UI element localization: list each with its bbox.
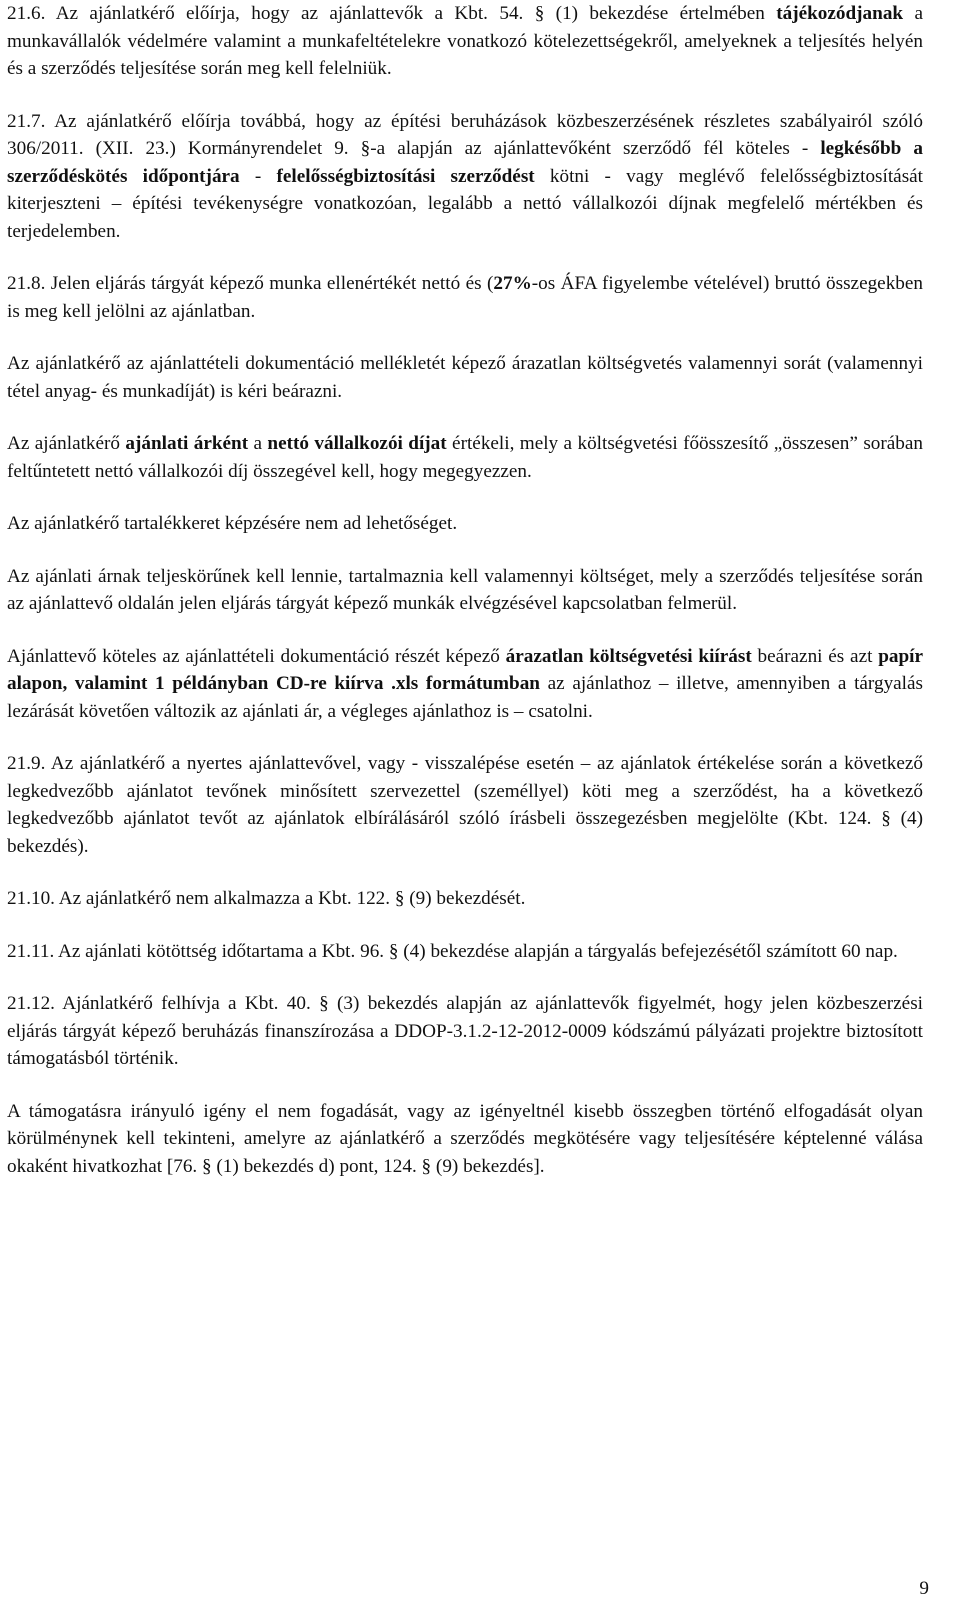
text-run: 21.9. Az ajánlatkérő a nyertes ajánlattevővel, vagy - visszalépése esetén – az ajánlatok értékelése során a következő legkedvezőbb ajánlatot tevőnek minősített szervezettel (személlyel) köti meg a szerződést, ha a következő legkedvezőbb ajánlatot tevőt az ajánlatok elbírálásáról szóló írásbeli összegezésben megjelölte (Kbt. 124. § (4) bekezdés). [7,753,923,857]
paragraph-21-6 [7,0,923,83]
text-run: 21.7. Az ajánlatkérő előírja továbbá, hogy az építési beruházások közbeszerzésének részletes szabályairól szóló 306/2011. (XII. 23.) Kormányrendelet 9. §-a alapján az ajánlattevőként szerződő fél köteles - [7,110,923,159]
text-run: Az ajánlatkérő [7,433,126,454]
text-run: az ajánlathoz – illetve, amennyiben a tárgyalás lezárását követően változik az ajánlati ár, a végleges ajánlathoz is – csatolni. [7,673,923,722]
paragraph-21-10 [7,885,923,913]
bold-text-run: tájékozódjanak [776,3,904,24]
text-run: 21.10. Az ajánlatkérő nem alkalmazza a Kbt. 122. § (9) bekezdését. [7,888,526,909]
paragraph-21-11 [7,938,923,966]
paragraph-21-8 [7,270,923,325]
bold-text-run: ajánlati árként [125,433,249,454]
text-run: értékeli, mely a költségvetési főösszesítő „összesen” sorában feltűntetett nettó vállalkozói díj összegével kell, hogy megegyezzen. [7,433,923,482]
text-run: 21.6. Az ajánlatkérő előírja, hogy az ajánlattevők a Kbt. 54. § (1) bekezdése értelmében [7,3,777,24]
bold-text-run: 27% [493,273,532,294]
bold-text-run: felelősségbiztosítási szerződést [276,165,535,187]
paragraph-21-9 [7,750,923,860]
text-run: 21.11. Az ajánlati kötöttség időtartama a Kbt. 96. § (4) bekezdése alapján a tárgyalás befejezésétől számított 60 nap. [7,940,898,962]
paragraph-costing-submission [7,643,923,726]
text-run: 21.8. Jelen eljárás tárgyát képező munka ellenértékét nettó és ( [7,273,494,294]
text-run: Az ajánlatkérő tartalékkeret képzésére nem ad lehetőséget. [7,513,458,534]
paragraph-offer-price [7,430,923,485]
paragraph-21-12 [7,990,923,1073]
text-run: a munkavállalók védelmére valamint a munkafeltételekre vonatkozó kötelezettségekről, amelyeknek a teljesítés helyén és a szerződés teljesítése során meg kell felelniük. [7,3,923,79]
text-run: Az ajánlatkérő az ajánlattételi dokumentáció mellékletét képező árazatlan költségvetés valamennyi sorát (valamennyi tétel anyag- és munkadíját) is kéri beárazni. [7,353,923,402]
text-run: - [239,165,277,187]
bold-text-run: nettó vállalkozói díjat [267,433,447,454]
bold-text-run: papír alapon, valamint 1 példányban CD-re kiírva .xls formátumban [7,645,924,694]
text-run: 21.12. Ajánlatkérő felhívja a Kbt. 40. § (3) bekezdés alapján az ajánlattevők figyelmét, hogy jelen közbeszerzési eljárás tárgyát képező beruházás finanszírozása a DDOP-3.1.2-12-2012-0009 kódszámú pályázati projektre biztosított támogatásból történik. [7,993,923,1069]
paragraph-complete-price [7,563,923,618]
text-run: Ajánlattevő köteles az ajánlattételi dokumentáció részét képező [7,645,506,667]
bold-text-run: árazatlan költségvetési kiírást [505,645,752,667]
document-body [7,0,923,1205]
paragraph-costing-all-rows [7,350,923,405]
text-run: beárazni és azt [751,645,879,667]
bold-text-run: legkésőbb a szerződéskötés időpontjára [7,138,923,187]
paragraph-reserve-fund [7,510,923,538]
text-run: a [248,433,268,454]
text-run: kötni - vagy meglévő felelősségbiztosítását kiterjeszteni – építési tevékenységre vonatkozóan, legalább a nettó vállalkozói díjnak megfelelő mértékben és terjedelemben. [7,165,924,242]
text-run: -os ÁFA figyelembe vételével) bruttó összegekben is meg kell jelölni az ajánlatban. [7,273,923,322]
paragraph-funding-rejection [7,1098,923,1181]
text-run: A támogatásra irányuló igény el nem fogadását, vagy az igényeltnél kisebb összegben történő elfogadását olyan körülménynek kell tekinteni, amelyre az ajánlatkérő a szerződés megkötésére vagy teljesítésére képtelenné válása okaként hivatkozhat [76. § (1) bekezdés d) pont, 124. § (9) bekezdés]. [7,1100,923,1177]
page-number: 9 [919,1578,929,1599]
text-run: Az ajánlati árnak teljeskörűnek kell lennie, tartalmaznia kell valamennyi költséget, mely a szerződés teljesítése során az ajánlattevő oldalán jelen eljárás tárgyát képező munkák elvégzésével kapcsolatban felmerül. [7,565,923,614]
paragraph-21-7 [7,108,923,246]
